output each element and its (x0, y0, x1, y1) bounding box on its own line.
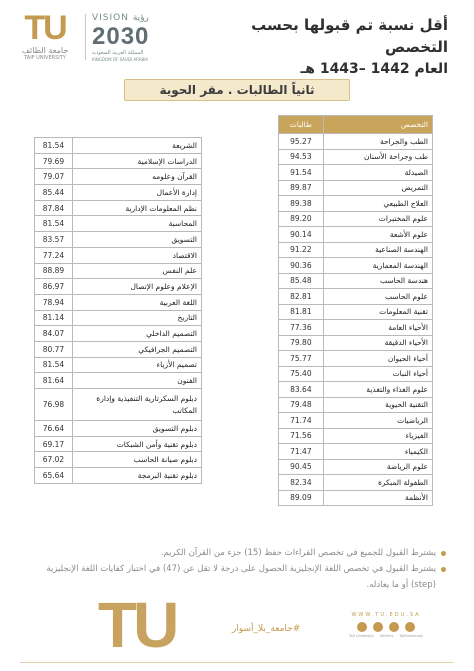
table-row (279, 413, 433, 429)
vision-kingdom-ar: المملكة العربية السعودية (92, 50, 144, 56)
table-row (35, 185, 202, 201)
table-row (35, 247, 202, 263)
table-row (35, 452, 202, 468)
major-name: علم النفس (72, 263, 201, 279)
major-name: نظم المعلومات الإدارية (72, 200, 201, 216)
major-name: الأنظمة (323, 490, 432, 506)
table-row (279, 273, 433, 289)
table-row (35, 263, 202, 279)
major-name: التصميم الجرافيكي (72, 341, 201, 357)
social-icons (330, 622, 442, 632)
major-name: أحياء الحيوان (323, 351, 432, 367)
footer-logo: TU (98, 589, 176, 661)
min-percentage: 79.48 (279, 397, 324, 413)
min-percentage: 78.94 (35, 294, 73, 310)
major-name: الأحياء الدقيقة (323, 335, 432, 351)
column-header-students: طالبات (279, 116, 324, 134)
table-row (279, 227, 433, 243)
table-row (35, 200, 202, 216)
major-name: الكيمياء (323, 444, 432, 460)
min-percentage: 81.54 (35, 357, 73, 373)
min-percentage: 85.48 (279, 273, 324, 289)
page-footer (0, 590, 474, 671)
major-name: أحياء النبات (323, 366, 432, 382)
vision-year: 2030 (92, 23, 150, 50)
instagram-icon[interactable] (389, 622, 399, 632)
min-percentage: 86.97 (35, 279, 73, 295)
major-name: العلاج الطبيعي (323, 196, 432, 212)
major-name: الطفولة المبكرة (323, 475, 432, 491)
table-row (279, 382, 433, 398)
major-name: دبلوم التسويق (72, 421, 201, 437)
table-row (279, 397, 433, 413)
handle-1: Taif University (349, 634, 374, 638)
notes-section (26, 545, 446, 593)
min-percentage: 94.53 (279, 149, 324, 165)
table-row (279, 211, 433, 227)
min-percentage: 81.64 (35, 373, 73, 389)
table-row (279, 180, 433, 196)
table-row (279, 289, 433, 305)
major-name: تقنية المعلومات (323, 304, 432, 320)
major-name: دبلوم تقنية البرمجة (72, 468, 201, 484)
table-row (279, 242, 433, 258)
min-percentage: 81.54 (35, 216, 73, 232)
min-percentage: 91.22 (279, 242, 324, 258)
table-row (279, 134, 433, 150)
min-percentage: 90.45 (279, 459, 324, 475)
min-percentage: 89.38 (279, 196, 324, 212)
major-name: الهندسة المعمارية (323, 258, 432, 274)
table-row (35, 326, 202, 342)
min-percentage: 81.81 (279, 304, 324, 320)
table-row (35, 216, 202, 232)
table-row (35, 389, 202, 421)
logo-letters: TU (24, 9, 66, 47)
social-handles (330, 634, 442, 638)
major-name: علوم الحاسب (323, 289, 432, 305)
table-row (279, 444, 433, 460)
title-line-2: العام 1442 –1443 هـ (300, 61, 448, 77)
table-row (279, 335, 433, 351)
header-divider (85, 14, 86, 60)
vision-2030-logo (92, 12, 184, 66)
table-row (279, 320, 433, 336)
table-row (35, 436, 202, 452)
table-row (35, 232, 202, 248)
min-percentage: 65.64 (35, 468, 73, 484)
major-name: علوم الأشعة (323, 227, 432, 243)
major-name: الرياضيات (323, 413, 432, 429)
vision-kingdom-en: KINGDOM OF SAUDI ARABIA (92, 57, 149, 62)
min-percentage: 79.69 (35, 153, 73, 169)
major-name: التقنية الحيوية (323, 397, 432, 413)
major-name: الإعلام وعلوم الإتصال (72, 279, 201, 295)
footer-contact (330, 612, 442, 638)
min-percentage: 79.80 (279, 335, 324, 351)
min-percentage: 81.14 (35, 310, 73, 326)
twitter-icon[interactable] (357, 622, 367, 632)
major-name: اللغة العربية (72, 294, 201, 310)
page-header (0, 0, 474, 78)
major-name: التصميم الداخلي (72, 326, 201, 342)
facebook-icon[interactable] (373, 622, 383, 632)
major-name: دبلوم السكرتارية التنفيذية وإدارة المكاتب (72, 389, 201, 421)
table-row (35, 468, 202, 484)
table-row (35, 294, 202, 310)
min-percentage: 83.64 (279, 382, 324, 398)
handle-2: TaifUniv (379, 634, 394, 638)
major-name: الهندسة الصناعية (323, 242, 432, 258)
table-row (279, 366, 433, 382)
major-name: الدراسات الإسلامية (72, 153, 201, 169)
youtube-icon[interactable] (405, 622, 415, 632)
majors-table-right-body (279, 134, 433, 506)
min-percentage: 71.47 (279, 444, 324, 460)
major-name: التاريخ (72, 310, 201, 326)
major-name: القرآن وعلومه (72, 169, 201, 185)
major-name: دبلوم تقنية وأمن الشبكات (72, 436, 201, 452)
min-percentage: 84.07 (35, 326, 73, 342)
table-row (35, 169, 202, 185)
table-row (35, 421, 202, 437)
min-percentage: 75.40 (279, 366, 324, 382)
min-percentage: 81.54 (35, 138, 73, 154)
table-row (279, 304, 433, 320)
handle-3: TaifUniversity (399, 634, 423, 638)
table-row (279, 490, 433, 506)
major-name: الطب والجراحة (323, 134, 432, 150)
major-name: المحاسبة (72, 216, 201, 232)
table-row (279, 149, 433, 165)
majors-table-left-body (35, 138, 202, 484)
table-row (279, 459, 433, 475)
min-percentage: 71.56 (279, 428, 324, 444)
major-name: الفيزياء (323, 428, 432, 444)
min-percentage: 77.24 (35, 247, 73, 263)
min-percentage: 95.27 (279, 134, 324, 150)
footer-hashtag: #جامعة_بلا_أسوار (232, 624, 301, 634)
min-percentage: 85.44 (35, 185, 73, 201)
major-name: التمريض (323, 180, 432, 196)
major-name: علوم المختبرات (323, 211, 432, 227)
min-percentage: 79.07 (35, 169, 73, 185)
min-percentage: 69.17 (35, 436, 73, 452)
note-english-requirement: يشترط القبول في تخصص اللغة الإنجليزية الحصول على درجة لا تقل عن (47) في اختبار كفايات اللغة الإنجليزية (step) أو ما يعادله. (26, 561, 446, 593)
major-name: التسويق (72, 232, 201, 248)
majors-table-right (278, 115, 433, 506)
min-percentage: 82.81 (279, 289, 324, 305)
taif-university-logo (14, 10, 76, 62)
major-name: الفنون (72, 373, 201, 389)
table-row (35, 279, 202, 295)
table-row (279, 258, 433, 274)
table-row (279, 196, 433, 212)
note-quran-requirement: يشترط القبول للجميع في تخصص القراءات حفظ (15) جزء من القرآن الكريم. (26, 545, 446, 561)
table-row (35, 138, 202, 154)
min-percentage: 76.98 (35, 389, 73, 421)
vision-label: VISION رؤية (92, 13, 149, 23)
min-percentage: 77.36 (279, 320, 324, 336)
page-title (188, 14, 448, 80)
section-banner: ثانياً الطالبات . مقر الحوية (124, 79, 350, 101)
min-percentage: 76.64 (35, 421, 73, 437)
column-header-major: التخصص (323, 116, 432, 134)
website-url: WWW.TU.EDU.SA (351, 612, 421, 618)
logo-english-name: TAIF UNIVERSITY (24, 55, 66, 61)
min-percentage: 89.87 (279, 180, 324, 196)
major-name: علوم الغذاء والتغذية (323, 382, 432, 398)
table-row (279, 165, 433, 181)
min-percentage: 89.09 (279, 490, 324, 506)
table-row (35, 341, 202, 357)
table-row (35, 310, 202, 326)
min-percentage: 89.20 (279, 211, 324, 227)
major-name: دبلوم صيانة الحاسب (72, 452, 201, 468)
min-percentage: 91.54 (279, 165, 324, 181)
major-name: الاقتصاد (72, 247, 201, 263)
table-row (279, 351, 433, 367)
min-percentage: 90.36 (279, 258, 324, 274)
major-name: تصميم الأزياء (72, 357, 201, 373)
major-name: إدارة الأعمال (72, 185, 201, 201)
major-name: الشريعة (72, 138, 201, 154)
min-percentage: 90.14 (279, 227, 324, 243)
logo-arabic-name: جامعة الطائف (21, 46, 69, 55)
major-name: علوم الرياضة (323, 459, 432, 475)
table-row (35, 153, 202, 169)
table-row (35, 357, 202, 373)
table-row (279, 428, 433, 444)
min-percentage: 88.89 (35, 263, 73, 279)
major-name: الأحياء العامة (323, 320, 432, 336)
min-percentage: 71.74 (279, 413, 324, 429)
min-percentage: 87.84 (35, 200, 73, 216)
table-row (35, 373, 202, 389)
min-percentage: 82.34 (279, 475, 324, 491)
major-name: هندسة الحاسب (323, 273, 432, 289)
table-header-row (279, 116, 433, 134)
min-percentage: 67.02 (35, 452, 73, 468)
table-row (279, 475, 433, 491)
min-percentage: 80.77 (35, 341, 73, 357)
majors-table-left (34, 137, 202, 484)
title-line-1: أقل نسبة تم قبولها بحسب التخصص (251, 16, 448, 56)
major-name: الصيدلة (323, 165, 432, 181)
footer-divider (20, 662, 454, 663)
min-percentage: 75.77 (279, 351, 324, 367)
major-name: طب وجراحة الأسنان (323, 149, 432, 165)
min-percentage: 83.57 (35, 232, 73, 248)
